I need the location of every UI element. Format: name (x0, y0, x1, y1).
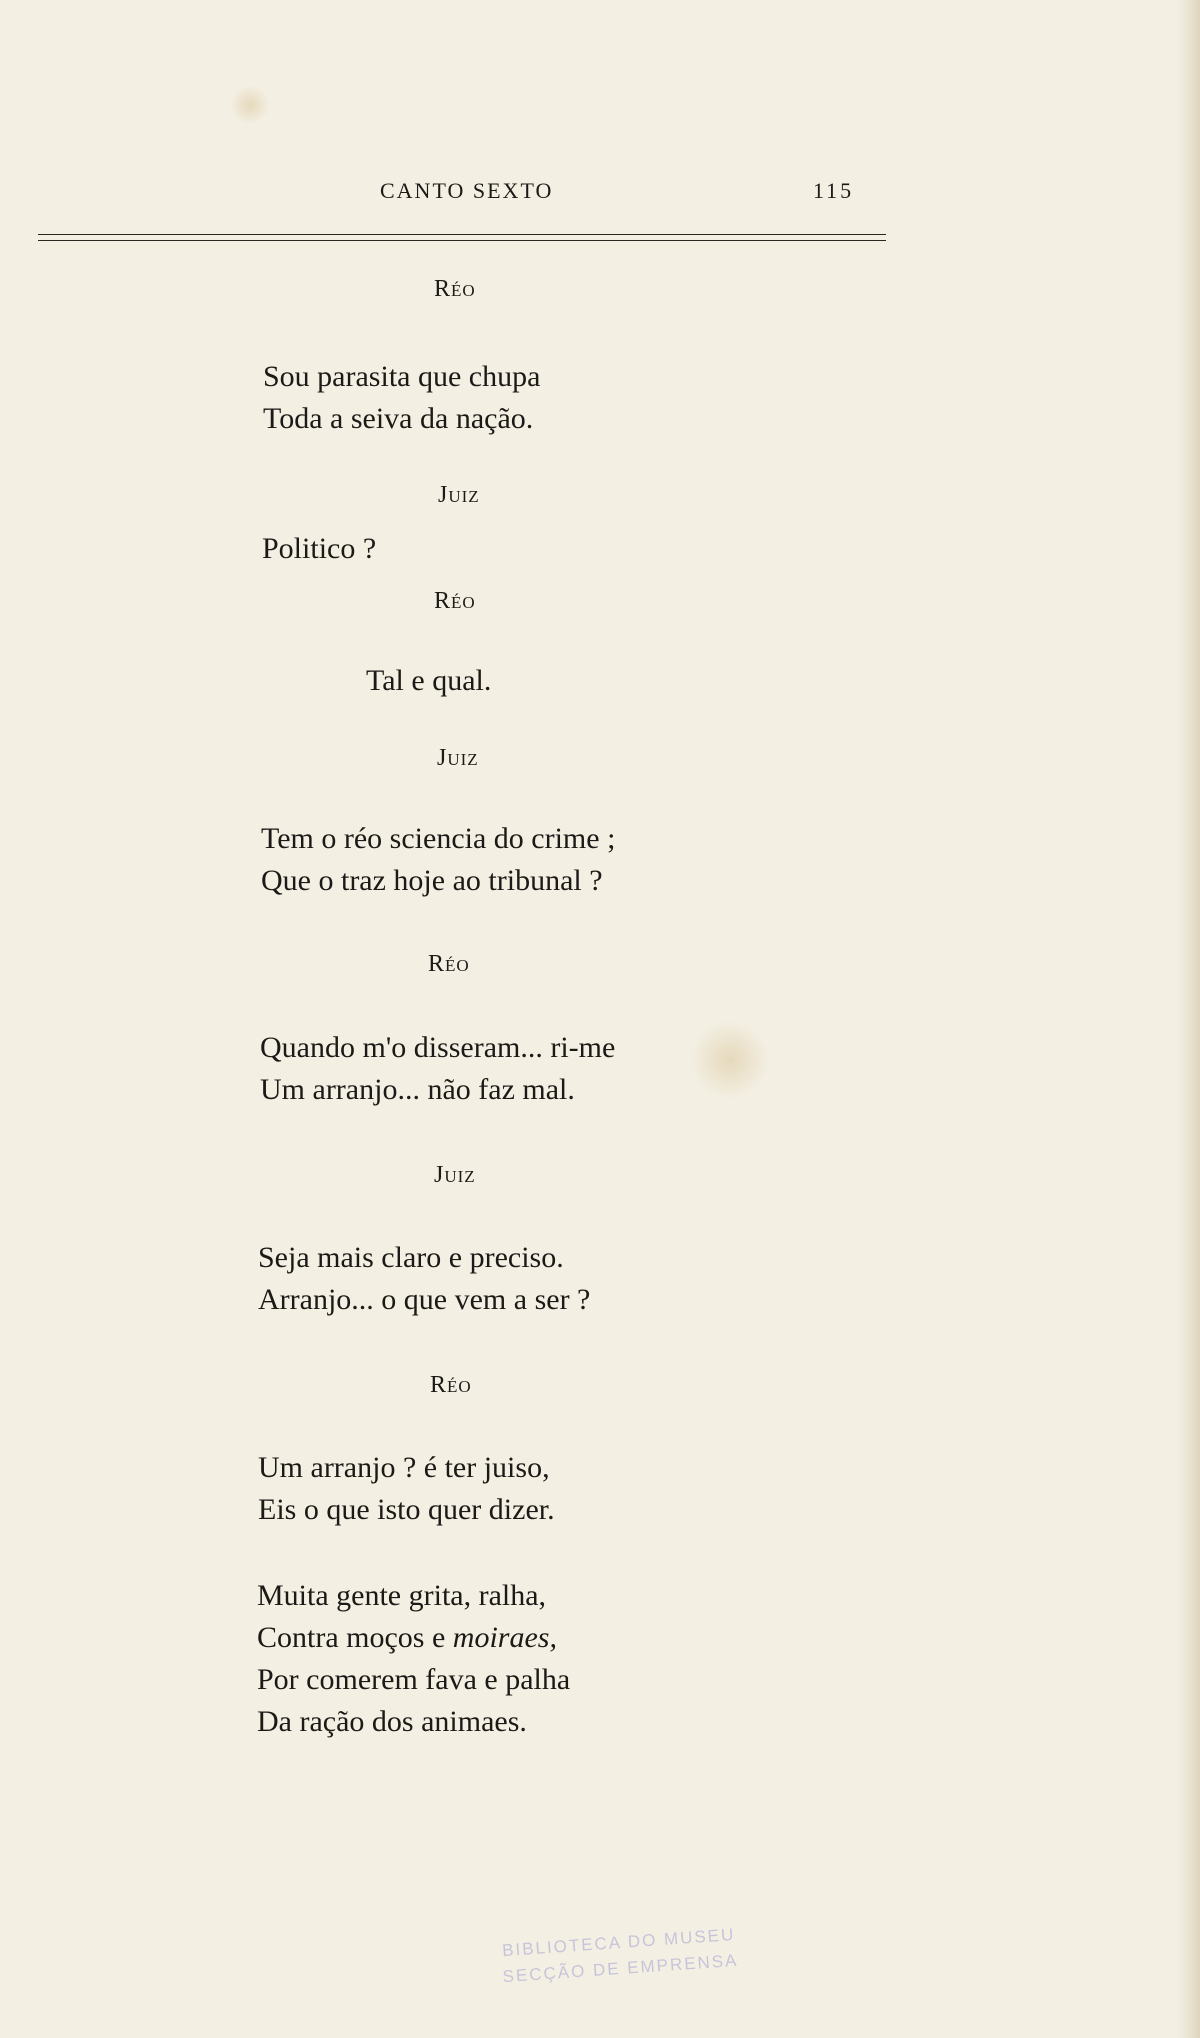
library-stamp (493, 1921, 747, 2000)
speaker-label: Réo (434, 276, 476, 302)
page-edge (1178, 0, 1200, 2038)
verse-block (257, 1575, 570, 1743)
stamp-line: BIBLIOTECA DO MUSEU (501, 1924, 736, 1961)
verse-line: Sou parasita que chupa (263, 360, 541, 393)
stamp-line: SECÇÃO DE EMPRENSA (502, 1950, 740, 1987)
verse-block (261, 818, 615, 902)
speaker-label: Juiz (438, 482, 480, 508)
verse-block (263, 356, 540, 440)
speaker-label: Juiz (434, 1162, 476, 1188)
verse-line: Da ração dos animaes. (257, 1705, 527, 1738)
verse-line: Toda a seiva da nação. (263, 402, 534, 435)
verse-line: Eis o que isto quer dizer. (258, 1493, 555, 1526)
verse-block (366, 660, 491, 702)
header-rule (38, 234, 886, 235)
page-number: 115 (813, 178, 855, 203)
verse-block (260, 1027, 615, 1111)
verse-line (257, 1617, 570, 1659)
verse-line: Seja mais claro e preciso. (258, 1241, 564, 1274)
verse-line: Politico ? (262, 532, 377, 565)
speaker-label: Réo (428, 951, 470, 977)
verse-block (258, 1447, 555, 1531)
verse-block (262, 528, 376, 570)
verse-line: Um arranjo... não faz mal. (260, 1073, 575, 1106)
verse-line: Tal e qual. (366, 664, 492, 697)
italic-word: moiraes, (452, 1621, 557, 1654)
verse-line: Muita gente grita, ralha, (257, 1579, 547, 1612)
speaker-label: Réo (434, 588, 476, 614)
verse-block (258, 1237, 590, 1321)
verse-line: Um arranjo ? é ter juiso, (258, 1451, 550, 1484)
running-title: CANTO SEXTO (380, 178, 554, 203)
verse-line: Por comerem fava e palha (257, 1663, 571, 1696)
speaker-label: Réo (430, 1372, 472, 1398)
verse-line: Arranjo... o que vem a ser ? (258, 1283, 591, 1316)
verse-line: Que o traz hoje ao tribunal ? (261, 864, 603, 897)
paper-stain (230, 85, 270, 125)
paper-stain (690, 1020, 770, 1100)
verse-text: Contra moços e (257, 1621, 453, 1654)
speaker-label: Juiz (437, 745, 479, 771)
header-rule (38, 240, 886, 241)
verse-line: Tem o réo sciencia do crime ; (261, 822, 616, 855)
verse-line: Quando m'o disseram... ri-me (260, 1031, 616, 1064)
